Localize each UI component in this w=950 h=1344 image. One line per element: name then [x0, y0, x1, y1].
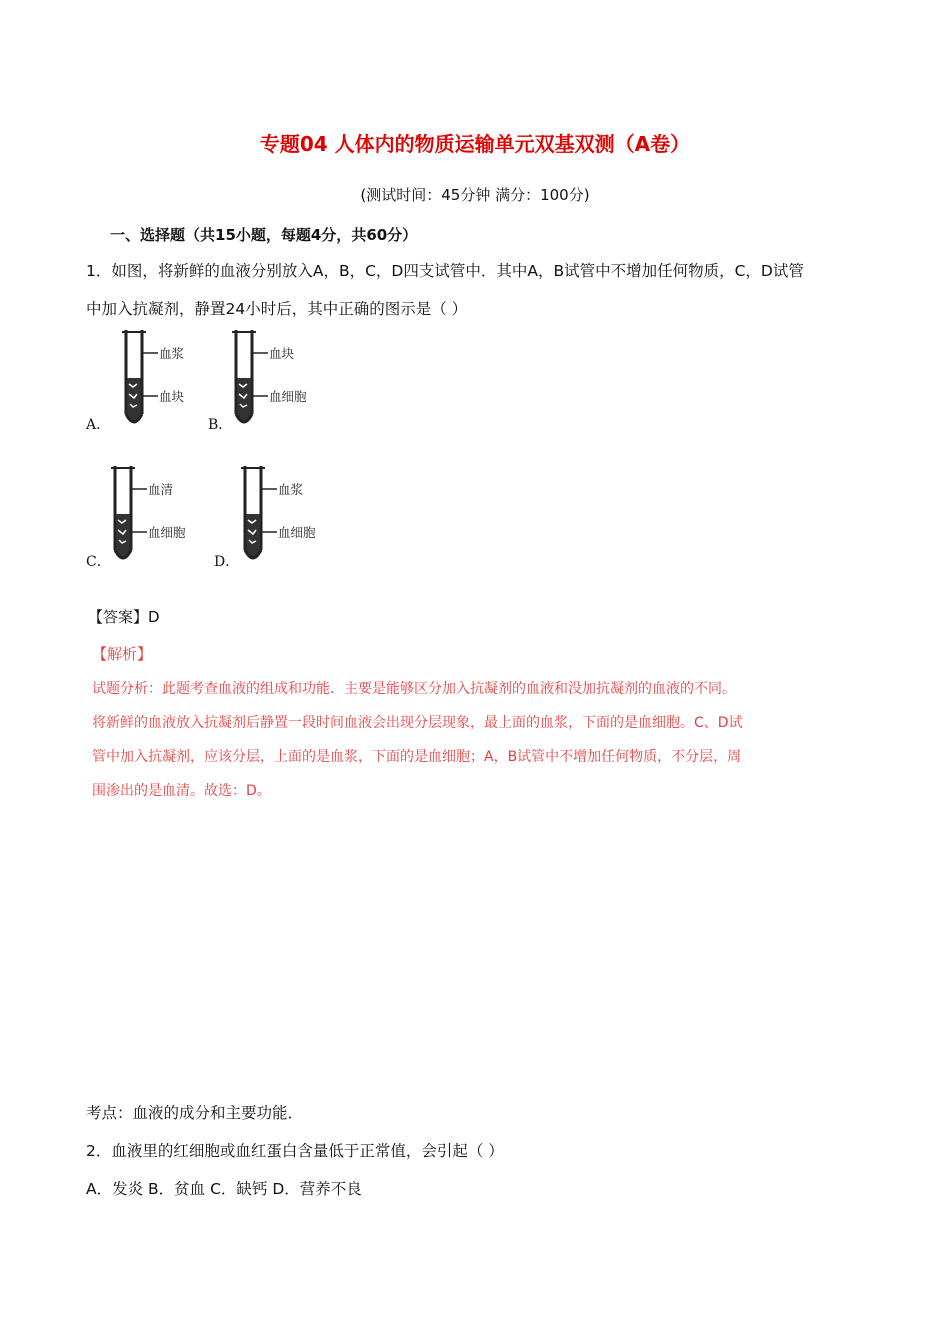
analysis-line-2: 将新鲜的血液放入抗凝剂后静置一段时间血液会出现分层现象，最上面的血浆，下面的是血细胞。C、D试 [92, 715, 743, 731]
question-2-options: A．发炎 B．贫血 C．缺钙 D．营养不良 [86, 1180, 362, 1198]
tube-d-top-label: 血浆 [278, 482, 304, 497]
test-info: (测试时间：45分钟 满分：100分) [360, 186, 590, 204]
page-title: 专题04 人体内的物质运输单元双基双测（A卷） [259, 132, 691, 156]
section-heading: 一、选择题（共15小题，每题4分，共60分） [110, 226, 418, 244]
question-1-stem-line2: 中加入抗凝剂，静置24小时后，其中正确的图示是（ ） [86, 300, 468, 318]
answer: 【答案】D [88, 608, 160, 626]
tube-a-bottom-label: 血块 [159, 389, 185, 404]
analysis-line-4: 围渗出的是血清。故选：D。 [92, 783, 271, 799]
knowledge-point: 考点：血液的成分和主要功能． [86, 1104, 304, 1122]
tube-b-top-label: 血块 [269, 346, 295, 361]
tube-c-bottom-label: 血细胞 [148, 525, 186, 540]
question-2-stem: 2．血液里的红细胞或血红蛋白含量低于正常值，会引起（ ） [86, 1142, 504, 1160]
option-b-letter: B． [208, 417, 233, 433]
tube-d-bottom-label: 血细胞 [278, 525, 316, 540]
option-d-letter: D． [214, 554, 240, 570]
analysis-label: 【解析】 [92, 645, 153, 663]
tube-c-top-label: 血清 [148, 482, 174, 497]
analysis-line-3: 管中加入抗凝剂，应该分层，上面的是血浆，下面的是血细胞；A，B试管中不增加任何物质，不分层，周 [92, 749, 742, 765]
question-1-stem-line1: 1．如图，将新鲜的血液分别放入A，B，C，D四支试管中．其中A，B试管中不增加任何物质，C，D试管 [86, 262, 804, 280]
option-c-letter: C． [86, 554, 111, 570]
tube-b-bottom-label: 血细胞 [269, 389, 307, 404]
tube-a-top-label: 血浆 [159, 346, 185, 361]
option-a-letter: A． [86, 417, 111, 433]
analysis-line-1: 试题分析：此题考查血液的组成和功能．主要是能够区分加入抗凝剂的血液和没加抗凝剂的血液的不同。 [92, 681, 736, 697]
